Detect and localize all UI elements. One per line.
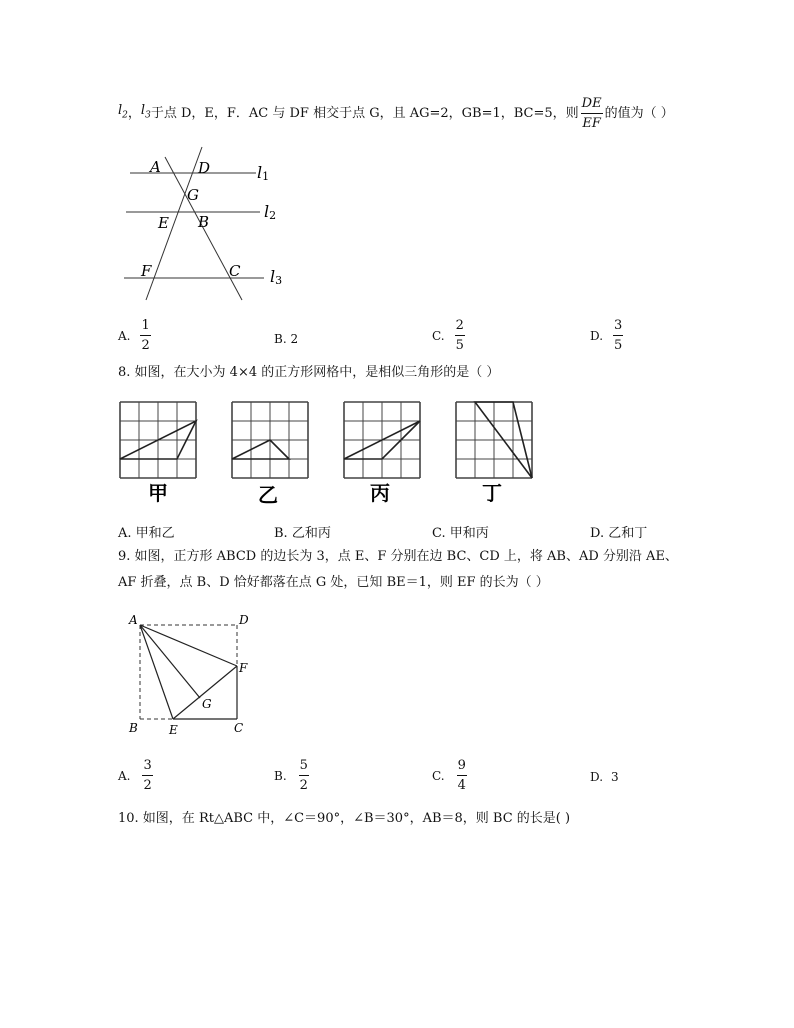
q7-option-d[interactable]: D. $\frac{3}{5}$	[590, 318, 623, 353]
grid-label-yi: 乙	[258, 483, 278, 507]
label-c: C	[234, 721, 244, 735]
label-e: E	[169, 723, 178, 737]
q7-text-a: 于点 D，E，F．AC 与 DF 相交于点 G，且 AG=2，GB=1，BC=5，则	[150, 105, 579, 121]
q7-stem	[118, 96, 674, 131]
grid-label-bing: 丙	[370, 481, 390, 505]
label-a: A	[150, 158, 161, 176]
q8-grids	[110, 396, 550, 508]
label-b: B	[129, 721, 138, 735]
q8-option-c[interactable]: C. 甲和丙	[432, 526, 489, 541]
label-f: F	[239, 661, 248, 675]
grid-bing	[344, 402, 420, 478]
grid-ding	[456, 402, 532, 478]
q7-option-c[interactable]: C. $\frac{2}{5}$	[432, 318, 464, 353]
label-d: D	[239, 613, 249, 627]
q7-figure	[118, 145, 298, 305]
label-g: G	[187, 186, 199, 204]
segment-ag	[140, 625, 200, 698]
q7-option-a[interactable]: A. $\frac{1}{2}$	[118, 318, 150, 353]
q7-line-l3: $l_3$	[140, 103, 151, 121]
label-l3: l3	[270, 267, 283, 287]
label-d: D	[198, 159, 211, 177]
q7-comma: ，	[127, 105, 141, 121]
q9-option-c[interactable]: C. $\frac{9}{4}$	[432, 758, 466, 793]
q8-option-d[interactable]: D. 乙和丁	[590, 526, 648, 541]
grid-label-jia: 甲	[148, 481, 168, 505]
q9-option-a[interactable]: A. $\frac{3}{2}$	[118, 758, 152, 793]
grid-label-ding: 丁	[482, 481, 502, 505]
segment-af	[140, 625, 237, 666]
q9-figure	[125, 610, 265, 740]
label-b: B	[198, 213, 210, 231]
q8-option-b[interactable]: B. 乙和丙	[274, 526, 331, 541]
label-f: F	[141, 262, 152, 280]
label-l2: l2	[264, 202, 277, 222]
label-g: G	[202, 697, 212, 711]
label-a: A	[129, 613, 138, 627]
label-l1: l1	[257, 163, 270, 183]
q9-option-b[interactable]: B. $\frac{5}{2}$	[274, 758, 308, 793]
q7-text-b: 的值为（ ）	[604, 105, 674, 121]
q8-option-a[interactable]: A. 甲和乙	[118, 526, 175, 541]
segment-ef	[173, 666, 237, 719]
grid-triangle	[232, 440, 289, 459]
label-e: E	[158, 214, 169, 232]
q7-fraction: $\frac{DE}{EF}$	[581, 96, 602, 131]
q9-stem-line1: 9. 如图，正方形 ABCD 的边长为 3，点 E、F 分别在边 BC、CD 上，将 AB、AD 分别沿 AE、	[118, 549, 678, 564]
q8-stem: 8. 如图，在大小为 4×4 的正方形网格中，是相似三角形的是（ ）	[118, 365, 500, 380]
q7-option-b[interactable]: B. 2	[274, 332, 299, 346]
grid-yi	[232, 402, 308, 478]
label-c: C	[229, 262, 241, 280]
q9-stem-line2: AF 折叠，点 B、D 恰好都落在点 G 处，已知 BE＝1，则 EF 的长为（ ）	[118, 575, 549, 590]
q10-stem: 10. 如图，在 Rt△ABC 中，∠C＝90°，∠B＝30°，AB＝8，则 BC 的长是( )	[118, 811, 571, 826]
grid-jia	[120, 402, 196, 478]
segment-ae	[140, 625, 173, 719]
q7-line-l2: $l_2$	[118, 103, 128, 121]
q9-option-d[interactable]: D. 3	[590, 770, 619, 784]
